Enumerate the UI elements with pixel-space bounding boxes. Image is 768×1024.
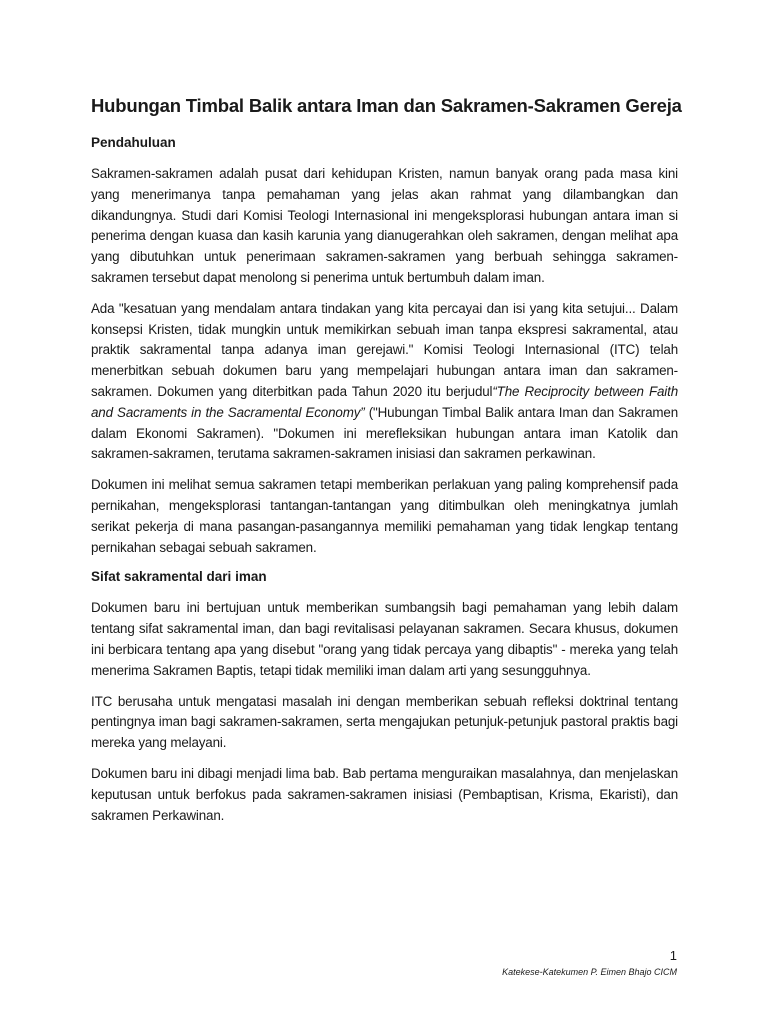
paragraph: Dokumen baru ini bertujuan untuk memberikan sumbangsih bagi pemahaman yang lebih dalam tentang sifat sakramental iman, dan bagi revitalisasi pelayanan sakramen. Secara khusus, dokumen ini berbicara tentang apa yang disebut "orang yang tidak percaya yang dibaptis" - mereka yang telah menerima Sakramen Baptis, tetapi tidak memiliki iman dalam arti yang sesungguhnya.: [91, 600, 678, 678]
footer-credit: Katekese-Katekumen P. Eimen Bhajo CICM: [502, 967, 677, 977]
paragraph: Dokumen baru ini dibagi menjadi lima bab. Bab pertama menguraikan masalahnya, dan menjelaskan keputusan untuk berfokus pada sakramen-sakramen inisiasi (Pembaptisan, Krisma, Ekaristi), dan sakramen Perkawinan.: [91, 765, 678, 823]
page-number: 1: [669, 948, 677, 963]
document-title-italic: “The Reciprocity between Faith and Sacraments in the Sacramental Economy”: [91, 383, 678, 420]
paragraph: ITC berusaha untuk mengatasi masalah ini dengan memberikan sebuah refleksi doktrinal tentang pentingnya iman bagi sakramen-sakramen, serta mengajukan petunjuk-petunjuk pastoral praktis bagi mereka yang melayani.: [91, 693, 678, 751]
section-sifat-sakramental: [91, 568, 678, 826]
paragraph-text: Ada "kesatuan yang mendalam antara tindakan yang kita percayai dan isi yang kita setujui... Dalam konsepsi Kristen, tidak mungkin untuk memikirkan sebuah iman tanpa ekspresi sakramental, atau praktik sakramental tanpa adanya iman gerejawi." Komisi Teologi Internasional (ITC) telah menerbitkan sebuah dokumen baru yang mempelajari hubungan antara iman dan sakramen-sakramen. Dokumen yang diterbitkan pada Tahun 2020 itu berjudul: [91, 300, 678, 399]
document-page: [91, 94, 682, 836]
document-title: Hubungan Timbal Balik antara Iman dan Sakramen-Sakramen Gereja: [91, 95, 682, 116]
section-heading: Pendahuluan: [91, 135, 176, 150]
paragraph-text: ("Hubungan Timbal Balik antara Iman dan Sakramen dalam Ekonomi Sakramen). "Dokumen ini merefleksikan hubungan antara iman Katolik dan sakramen-sakramen, terutama sakramen-sakramen inisiasi dan sakramen perkawinan.: [91, 404, 679, 462]
section-pendahuluan: [91, 134, 678, 558]
section-heading: Sifat sakramental dari iman: [91, 569, 267, 585]
paragraph: Dokumen ini melihat semua sakramen tetapi memberikan perlakuan yang paling komprehensif pada pernikahan, mengeksplorasi tantangan-tantangan yang ditimbulkan oleh meningkatnya jumlah serikat pekerja di mana pasangan-pasangannya memiliki pemahaman yang tidak lengkap tentang pernikahan sebagai sebuah sakramen.: [91, 477, 678, 555]
paragraph: [91, 299, 678, 465]
paragraph: Sakramen-sakramen adalah pusat dari kehidupan Kristen, namun banyak orang pada masa kini yang menerimanya tanpa pemahaman yang jelas akan rahmat yang dilambangkan dan dikandungnya. Studi dari Komisi Teologi Internasional ini mengeksplorasi hubungan antara iman si penerima dengan kuasa dan kasih karunia yang dianugerahkan oleh sakramen, dengan melihat apa yang dibutuhkan untuk penerimaan sakramen-sakramen yang berbuah sehingga sakramen-sakramen tersebut dapat menolong si penerima untuk bertumbuh dalam iman.: [91, 166, 678, 285]
